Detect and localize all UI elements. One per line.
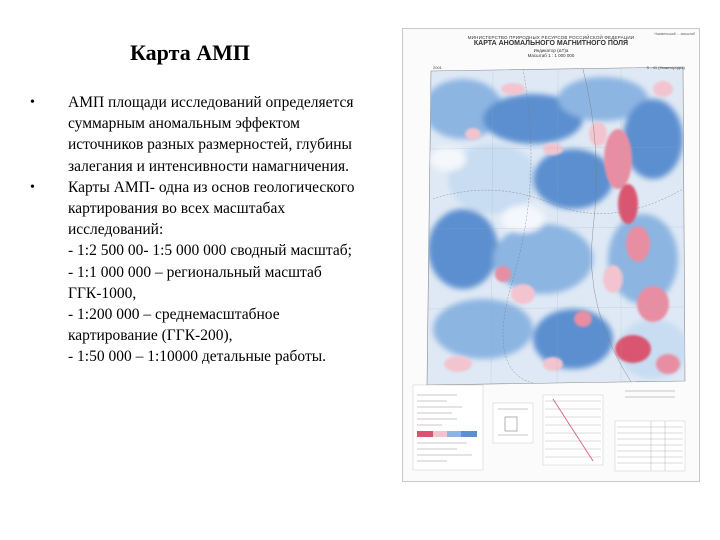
map-header-title: КАРТА АНОМАЛЬНОГО МАГНИТНОГО ПОЛЯ: [473, 40, 629, 48]
scale-item-3: - 1:200 000 – среднемасштабное картирование (ГГК-200),: [68, 306, 280, 345]
sheet-corner-note: Наименьший ... масштаб: [654, 32, 695, 36]
map-header-scale: Масштаб 1 : 1 000 000: [527, 53, 575, 59]
bullet-marker: •: [30, 95, 35, 110]
magnetic-anomaly-map-image: [402, 28, 700, 482]
bullet-item-2: [30, 177, 370, 368]
map-header-subtitle: Индикатор (ΔT)а: [533, 48, 569, 54]
slide-title: Карта АМП: [130, 40, 250, 65]
map-year: 2001: [433, 65, 442, 70]
map-header-ministry: МИНИСТЕРСТВО ПРИРОДНЫХ РЕСУРСОВ РОССИЙСКОЙ ФЕДЕРАЦИИ: [467, 35, 635, 40]
bullet-item-1: [30, 92, 370, 177]
bullet-text: Карты АМП- одна из основ геологического картирования во всех масштабах исследований:: [68, 178, 355, 239]
bullet-marker: •: [30, 179, 35, 195]
map-sheet-id: S - 41 (Нижегородск): [646, 65, 685, 70]
scale-item-4: - 1:50 000 – 1:10000 детальные работы.: [68, 348, 327, 366]
map-graphic: [403, 29, 699, 481]
bullet-text: АМП площади исследований определяется суммарным аномальным эффектом источников разных размерностей, глубины залегания и интенсивности намагничения.: [68, 94, 354, 175]
scale-item-2: - 1:1 000 000 – региональный масштаб ГГК-1000,: [68, 263, 322, 302]
scale-item-1: - 1:2 500 00- 1:5 000 000 сводный масштаб;: [68, 242, 352, 260]
anomaly-field: [423, 67, 688, 385]
bullet-list: [30, 92, 370, 368]
map-header: [403, 35, 699, 59]
map-legend: [413, 385, 685, 471]
